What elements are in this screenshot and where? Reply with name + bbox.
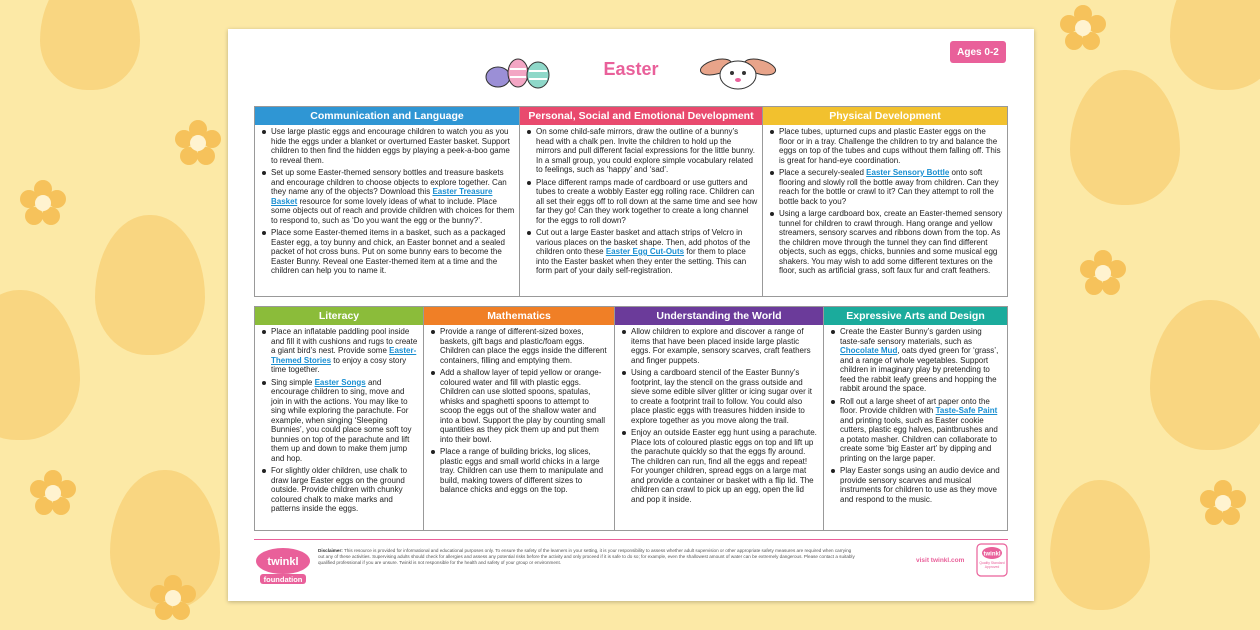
age-badge: Ages 0-2 [950, 41, 1006, 63]
area-heading: Mathematics [424, 307, 614, 325]
resource-link[interactable]: Chocolate Mud [840, 346, 898, 355]
area-understanding-world [614, 306, 824, 531]
quality-approved-badge [976, 543, 1008, 577]
planning-sheet [228, 29, 1034, 601]
resource-link[interactable]: Easter Songs [314, 377, 366, 387]
background-egg [40, 0, 140, 90]
activity-item: Using a cardboard stencil of the Easter Bunny’s footprint, lay the stencil on the grass outside and sieve some edible silver glitter or icing sugar over it to create a footprint trail to follow. You could also place plastic eggs with treasures hidden inside to explore together as you move along the trail. [619, 368, 819, 425]
background-flower [30, 470, 76, 516]
activity-item: Roll out a large sheet of art paper onto the floor. Provide children with Taste-Safe Paint and printing tools, such as Easter cookie cutters, plastic egg halves, paintbrushes and a potato masher. Children can collaborate to create some ‘big Easter art’ by dipping and printing on the large paper. [828, 397, 1003, 464]
background-egg [1050, 480, 1150, 610]
resource-link[interactable]: Easter Treasure Basket [271, 187, 493, 206]
logo-subword: foundation [263, 575, 303, 584]
activity-item: Place tubes, upturned cups and plastic Easter eggs on the floor or in a tray. Challenge the children to try and balance the eggs on top of the tubes and cups without them falling off. This is great for hand-eye coordination. [767, 127, 1003, 165]
activity-item: Set up some Easter-themed sensory bottles and treasure baskets and encourage children to choose objects to explore together. Can they name any of the objects? Download this Easter Treasure Basket resource for some lovely ideas of what to include. Place some objects out of reach and provide children with choices for them to respond to, such as ‘Do you want the egg or the bunny?’. [259, 168, 515, 225]
area-heading: Communication and Language [255, 107, 519, 125]
activity-item: Enjoy an outside Easter egg hunt using a parachute. Place lots of coloured plastic eggs on top and lift up the parachute quickly so that the eggs fly around. The children can run, find all the eggs and repeat! For younger children, spread eggs on a large mat and provide a container or basket with a flip lid. The children can crawl to pick up an egg, open the lid and pop it inside. [619, 428, 819, 504]
background-flower [1060, 5, 1106, 51]
activity-item: Place an inflatable paddling pool inside and fill it with cushions and rugs to create a giant bird’s nest. Provide some Easter-Themed Stories to enjoy a cosy story time together. [259, 327, 419, 375]
area-communication [254, 106, 520, 297]
activity-item: Place some Easter-themed items in a basket, such as a packaged Easter egg, a toy bunny and chick, an Easter bonnet and a sealed packet of hot cross buns. Put on some bunny ears to become the Easter Bunny. Reveal one Easter-themed item at a time and the children can help you to name it. [259, 228, 515, 276]
background-egg [1170, 0, 1260, 90]
background-egg [1070, 70, 1180, 205]
activity-item: Add a shallow layer of tepid yellow or orange-coloured water and fill with plastic eggs. Children can use slotted spoons, spatulas, whisks and spaghetti spoons to attempt to scoop the eggs out of the shallow water and into a bowl. Support the play by counting small quantities as they pick them up and put them into their bowl. [428, 368, 610, 444]
background-egg [95, 215, 205, 355]
areas-row-2 [254, 306, 1008, 531]
resource-link[interactable]: Easter-Themed Stories [271, 346, 417, 365]
background-flower [1080, 250, 1126, 296]
background-flower [175, 120, 221, 166]
area-expressive-arts [823, 306, 1008, 531]
area-mathematics [423, 306, 615, 531]
resource-link[interactable]: Easter Sensory Bottle [866, 168, 950, 177]
area-heading: Literacy [255, 307, 423, 325]
background-flower [150, 575, 196, 621]
activity-item: Allow children to explore and discover a range of items that have been placed inside large plastic eggs. For example, sensory scarves, craft feathers and finger puppets. [619, 327, 819, 365]
activity-item: Use large plastic eggs and encourage children to watch you as you hide the eggs under a blanket or overturned Easter basket. Support children to then find the hidden eggs by playing a peek-a-boo game to reveal them. [259, 127, 515, 165]
area-personal-social [519, 106, 763, 297]
activity-item: For slightly older children, use chalk to draw large Easter eggs on the ground outside. Provide children with chunky coloured chalk to make marks and patterns inside the eggs. [259, 466, 419, 514]
activity-item: Place a securely-sealed Easter Sensory Bottle onto soft flooring and slowly roll the bottle away from children. Can they reach for the bottle or crawl to it? Can they attempt to roll the bottle back to you? [767, 168, 1003, 206]
disclaimer: Disclaimer: This resource is provided for informational and educational purposes only. To ensure the safety of the learners in your setting, it is your responsibility to assess whether adult supervision or other appropriate safety measures are required when carrying out any of these activities. Supervising adults should check for allergies and assess any potential risks before the activity and only proceed if it is safe to do so; for example, even the shallowest amount of water can be extremely dangerous. Please contact a suitably qualified professional if you are unsure. Twinkl is not responsible for the health and safety of your group or environment. [318, 548, 855, 565]
activity-item: Place different ramps made of cardboard or use gutters and tubes to create a wobbly Easter egg rolling race. Children can all set their eggs off to roll down at the same time and see how far they go! Can they work together to create a long channel for the eggs to roll down? [524, 178, 758, 226]
area-literacy [254, 306, 424, 531]
badge-label: Quality Standard Approved [979, 561, 1005, 569]
footer-divider [254, 539, 1008, 540]
logo-word: twinkl [267, 556, 299, 568]
resource-link[interactable]: Easter Egg Cut-Outs [605, 247, 685, 256]
area-heading: Personal, Social and Emotional Development [520, 107, 762, 125]
areas-row-1 [254, 106, 1008, 297]
activity-item: Cut out a large Easter basket and attach strips of Velcro in various places on the basket shape. Then, add photos of the children onto these Easter Egg Cut-Outs for them to place into the Easter basket when they enter the setting. This can form part of your daily self-registration. [524, 228, 758, 276]
area-heading: Physical Development [763, 107, 1007, 125]
background-egg [0, 290, 80, 440]
activity-item: Provide a range of different-sized boxes, baskets, gift bags and plastic/foam eggs. Children can place the eggs inside the different containers, filling and emptying them. [428, 327, 610, 365]
activity-item: Create the Easter Bunny’s garden using taste-safe sensory materials, such as Chocolate Mud, oats dyed green for ‘grass’, and a range of whole vegetables. Support children in imaginary play by pretending to feed the rabbit leafy greens and hopping the rabbit around the space. [828, 327, 1003, 394]
visit-link[interactable]: visit twinkl.com [916, 557, 965, 564]
activity-item: On some child-safe mirrors, draw the outline of a bunny’s head with a chalk pen. Invite the children to hold up the mirrors and pull different facial expressions for the little bunny. In a small group, you could explore simple vocabulary related to feelings, such as ‘happy’ and ‘sad’. [524, 127, 758, 175]
background-flower [20, 180, 66, 226]
twinkl-foundation-logo [254, 545, 312, 585]
area-heading: Expressive Arts and Design [824, 307, 1007, 325]
area-heading: Understanding the World [615, 307, 823, 325]
activity-item: Using a large cardboard box, create an Easter-themed sensory tunnel for children to crawl through. Hang orange and yellow streamers, sensory scarves and ribbons down from the top. As the children move through the tunnel they can find different objects, such as eggs, chicks, bunnies and some musical egg shakers. You may wish to add some different textures on the floor, such as artificial grass, soft faux fur and craft feathers. [767, 209, 1003, 276]
page-title: Easter [603, 59, 659, 79]
background-egg [1150, 300, 1260, 450]
activity-item: Play Easter songs using an audio device and provide sensory scarves and musical instruments for children to use as they move and respond to the music. [828, 466, 1003, 504]
activity-item: Place a range of building bricks, log slices, plastic eggs and small world chicks in a large tray. Children can use them to manipulate and build, making towers of different sizes to balance chicks and eggs on the top. [428, 447, 610, 495]
background-flower [1200, 480, 1246, 526]
badge-word: twinkl [983, 551, 1001, 558]
area-physical [762, 106, 1008, 297]
bunny-illustration [698, 55, 778, 91]
resource-link[interactable]: Taste-Safe Paint [935, 406, 998, 415]
activity-item: Sing simple Easter Songs and encourage children to sing, move and join in with the actions. You may like to sing while exploring the parachute. For example, when singing ‘Sleeping Bunnies’, you could place some soft toy bunnies on top of the parachute and lift them up and down to make them jump and hop. [259, 378, 419, 464]
